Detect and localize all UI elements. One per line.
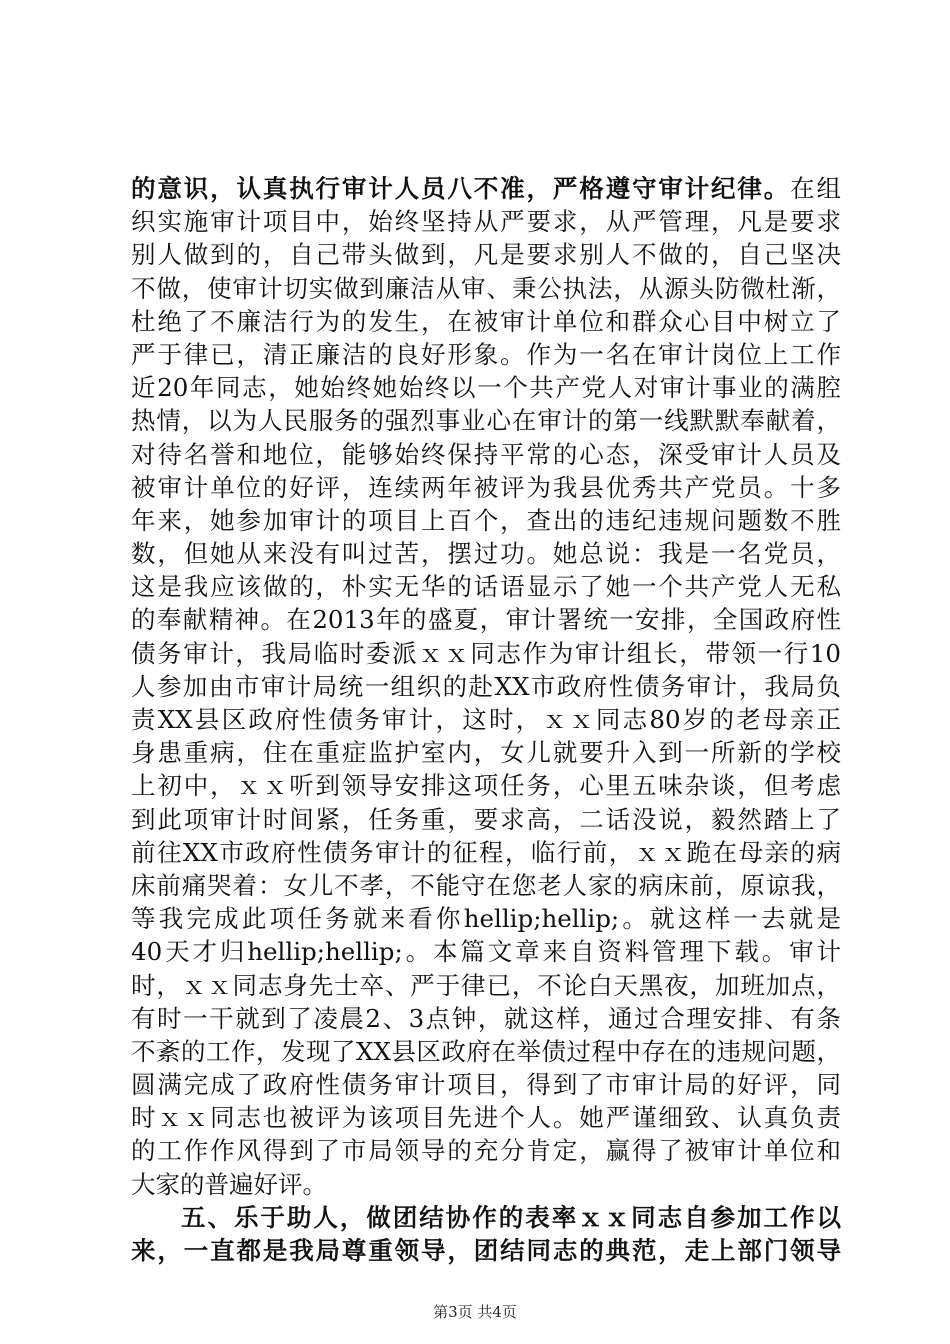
text-line xyxy=(131,1168,841,1201)
text-segment: 床前痛哭着：女儿不孝，不能守在您老人家的病床前，原谅我， xyxy=(131,870,841,900)
text-line xyxy=(131,438,841,471)
text-line xyxy=(131,836,841,869)
text-segment: 严于律已，清正廉洁的良好形象。作为一名在审计岗位上工作 xyxy=(131,339,841,369)
bold-text-segment: 五、乐于助人，做团结协作的表率ｘｘ同志自参加工作以 xyxy=(181,1202,841,1232)
text-segment: 圆满完成了政府性债务审计项目，得到了市审计局的好评，同 xyxy=(131,1070,841,1100)
text-segment: 人参加由市审计局统一组织的赴XX市政府性债务审计，我局负 xyxy=(131,671,841,701)
text-segment: 时，ｘｘ同志身先士卒、严于律已，不论白天黑夜，加班加点， xyxy=(131,970,841,1000)
text-segment: 杜绝了不廉洁行为的发生，在被审计单位和群众心目中树立了 xyxy=(131,306,841,336)
text-segment: 织实施审计项目中，始终坚持从严要求，从严管理，凡是要求 xyxy=(131,207,841,237)
text-line xyxy=(131,769,841,802)
text-segment: 数，但她从来没有叫过苦，摆过功。她总说：我是一名党员， xyxy=(131,539,841,569)
text-segment: 这是我应该做的，朴实无华的话语显示了她一个共产党人无私 xyxy=(131,572,841,602)
text-segment: 时ｘｘ同志也被评为该项目先进个人。她严谨细致、认真负责 xyxy=(131,1103,841,1133)
text-segment: 上初中，ｘｘ听到领导安排这项任务，心里五味杂谈，但考虑 xyxy=(131,771,841,801)
text-line xyxy=(131,1035,841,1068)
text-line xyxy=(131,570,841,603)
text-line xyxy=(131,736,841,769)
text-line xyxy=(131,969,841,1002)
text-segment: 债务审计，我局临时委派ｘｘ同志作为审计组长，带领一行10 xyxy=(131,638,841,668)
text-segment: 责XX县区政府性债务审计，这时，ｘｘ同志80岁的老母亲正 xyxy=(131,705,841,734)
text-segment: 40天才归hellip;hellip;。本篇文章来自资料管理下载。审计 xyxy=(131,937,841,967)
text-line xyxy=(131,1201,841,1234)
page-footer: 第3页 共4页 xyxy=(433,1303,517,1321)
text-segment: 在组 xyxy=(790,174,842,203)
bold-text-segment: 来，一直都是我局尊重领导，团结同志的典范，走上部门领导 xyxy=(131,1236,841,1265)
text-line xyxy=(131,935,841,968)
text-segment: 大家的普遍好评。 xyxy=(131,1169,327,1199)
text-line xyxy=(131,537,841,570)
text-line xyxy=(131,803,841,836)
text-segment: 对待名誉和地位，能够始终保持平常的心态，深受审计人员及 xyxy=(131,439,841,469)
text-line xyxy=(131,703,841,736)
text-segment: 被审计单位的好评，连续两年被评为我县优秀共产党员。十多 xyxy=(131,472,841,502)
text-line xyxy=(131,902,841,935)
text-segment: 近20年同志，她始终她始终以一个共产党人对审计事业的满腔 xyxy=(131,373,841,403)
text-line xyxy=(131,1068,841,1101)
bold-text-segment: 的意识，认真执行审计人员八不准，严格遵守审计纪律。 xyxy=(131,174,791,203)
text-segment: 别人做到的，自己带头做到，凡是要求别人不做的，自己坚决 xyxy=(131,240,841,270)
text-line xyxy=(131,1002,841,1035)
text-line xyxy=(131,637,841,670)
text-line xyxy=(131,404,841,437)
body-text xyxy=(131,172,841,1267)
text-line xyxy=(131,1134,841,1167)
text-segment: 身患重病，住在重症监护室内，女儿就要升入到一所新的学校 xyxy=(131,738,841,768)
text-line xyxy=(131,471,841,504)
text-segment: 到此项审计时间紧，任务重，要求高，二话没说，毅然踏上了 xyxy=(131,804,841,834)
text-segment: 不紊的工作，发现了XX县区政府在举债过程中存在的违规问题， xyxy=(131,1036,841,1066)
text-segment: 的奉献精神。在2013年的盛夏，审计署统一安排，全国政府性 xyxy=(131,605,841,635)
text-segment: 年来，她参加审计的项目上百个，查出的违纪违规问题数不胜 xyxy=(131,505,841,535)
text-line xyxy=(131,670,841,703)
text-line xyxy=(131,1234,841,1267)
text-line xyxy=(131,869,841,902)
text-segment: 的工作作风得到了市局领导的充分肯定，赢得了被审计单位和 xyxy=(131,1136,841,1166)
text-segment: 前往XX市政府性债务审计的征程，临行前，ｘｘ跪在母亲的病 xyxy=(131,837,841,867)
text-line xyxy=(131,172,841,205)
text-segment: 热情，以为人民服务的强烈事业心在审计的第一线默默奉献着， xyxy=(131,406,841,436)
text-line xyxy=(131,603,841,636)
text-line xyxy=(131,238,841,271)
text-line xyxy=(131,371,841,404)
text-segment: 等我完成此项任务就来看你hellip;hellip;。就这样一去就是 xyxy=(131,904,841,934)
text-line xyxy=(131,272,841,305)
text-line xyxy=(131,205,841,238)
text-line xyxy=(131,1101,841,1134)
text-line xyxy=(131,504,841,537)
text-segment: 有时一干就到了凌晨2、3点钟，就这样，通过合理安排、有条 xyxy=(131,1003,841,1033)
text-line xyxy=(131,305,841,338)
text-line xyxy=(131,338,841,371)
text-segment: 不做，使审计切实做到廉洁从审、秉公执法，从源头防微杜渐， xyxy=(131,273,841,303)
